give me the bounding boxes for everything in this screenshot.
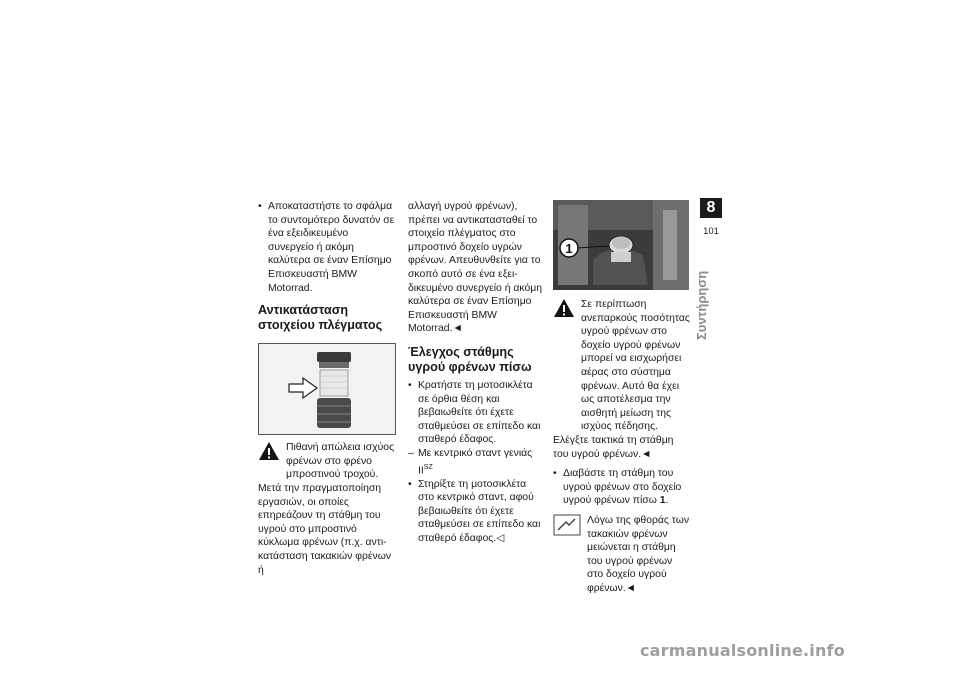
callout-number-1: 1 [565, 241, 573, 256]
end-of-section-icon: ◄ [625, 582, 636, 594]
watermark-footer: carmanualsonline.info [640, 641, 845, 660]
paragraph-after-work: Μετά την πραγματοποίηση εργασιών, οι οποίες επηρεάζουν τη στάθμη του υγρού στο μπροστινό κύκλωμα φρένων (π.χ. αντικατάσταση τακακιών φρένων ή [258, 482, 392, 576]
bullet-support-stand: • Στηρίξτε τη μοτοσικλέτα στο κεντρικό σταντ, αφού βεβαιωθείτε ότι έχετε σταθμεύσει σε επίπεδο και σταθερό έδαφος.◁ [408, 478, 544, 546]
bullet-upright-position: • Κρατήστε τη μοτοσικλέτα σε όρθια θέση και βεβαιωθείτε ότι έχετε σταθμεύσει σε επίπεδο και σταθερό έδαφος. [408, 379, 544, 447]
warning-triangle-icon [258, 441, 280, 482]
reference-1: 1 [659, 495, 666, 507]
heading-replace-mesh: Αντικατάσταση στοιχείου πλέγματος [258, 303, 383, 333]
warning-text: Σε περίπτωση ανεπαρκούς ποσότητας υγρού φρένων στο δοχείο υγρού φρένων μπορεί να εισχωρήσει αέρας στο σύστημα φρένων. Αυτό θα έχει ως αποτέλεσμα την αισθητή μείωση της ισχύος πέδησης. [581, 299, 690, 433]
continue-icon: ◁ [496, 532, 505, 544]
chapter-number-badge: 8 [700, 198, 722, 218]
reservoir-mesh-illustration [259, 344, 395, 434]
bullet-read-level: • Διαβάστε τη στάθμη του υγρού φρένων στο δοχείο υγρού φρένων πίσω 1. [553, 467, 690, 508]
column-3 [553, 200, 690, 595]
warning-brake-power-front [258, 441, 396, 482]
chapter-tab-label: Συντήρηση [694, 270, 709, 340]
end-of-section-icon: ◄ [641, 448, 652, 460]
paragraph-continued: αλλαγή υγρού φρένων), πρέπει να αντικατασταθεί το στοιχείο πλέγματος στο μπροστινό δοχείο υγρών φρένων. Απευθυνθείτε για το σκοπό αυτό σε ένα εξειδικευμένο συνεργείο ή ακόμη καλύτερα σε έναν Επίσημο Επισκευαστή BMW Motorrad.◄ [408, 201, 543, 335]
warning-text: Πιθανή απώλεια ισχύος φρένων στο φρένο μπροστινού τροχού. [286, 442, 395, 481]
bullet-repair-fault: • Αποκαταστήστε το σφάλμα το συντομότερο δυνατόν σε ένα εξειδικευμένο συνεργείο ή ακόμη καλύτερα σε έναν Επίσημο Επισκευαστή BMW Motorrad. [258, 200, 396, 295]
check-level-text: Ελέγξτε τακτικά τη στάθμη του υγρού φρένων.◄ [553, 434, 674, 460]
dash-center-stand: – Με κεντρικό σταντ γενιάς $II^{SZ}$ [408, 447, 544, 478]
brake-reservoir-photo [553, 200, 689, 290]
heading-check-rear-brake-fluid: Έλεγχος στάθμης υγρού φρένων πίσω [408, 344, 532, 374]
end-of-section-icon: ◄ [452, 323, 463, 335]
page-number: 101 [703, 226, 719, 237]
warning-triangle-icon [553, 298, 575, 434]
warning-insufficient-fluid [553, 298, 690, 434]
mesh-element-image [258, 343, 396, 435]
note-pad-wear [553, 514, 690, 596]
option-code: SZ [423, 463, 433, 471]
column-2 [408, 200, 544, 546]
rear-brake-reservoir-image [553, 200, 689, 290]
note-text: Λόγω της φθοράς των τακακιών φρένων μειώνεται η στάθμη του υγρού φρένων στο δοχείο υγρού φρένων.◄ [587, 514, 690, 594]
column-1 [258, 200, 396, 577]
note-icon [553, 514, 581, 536]
